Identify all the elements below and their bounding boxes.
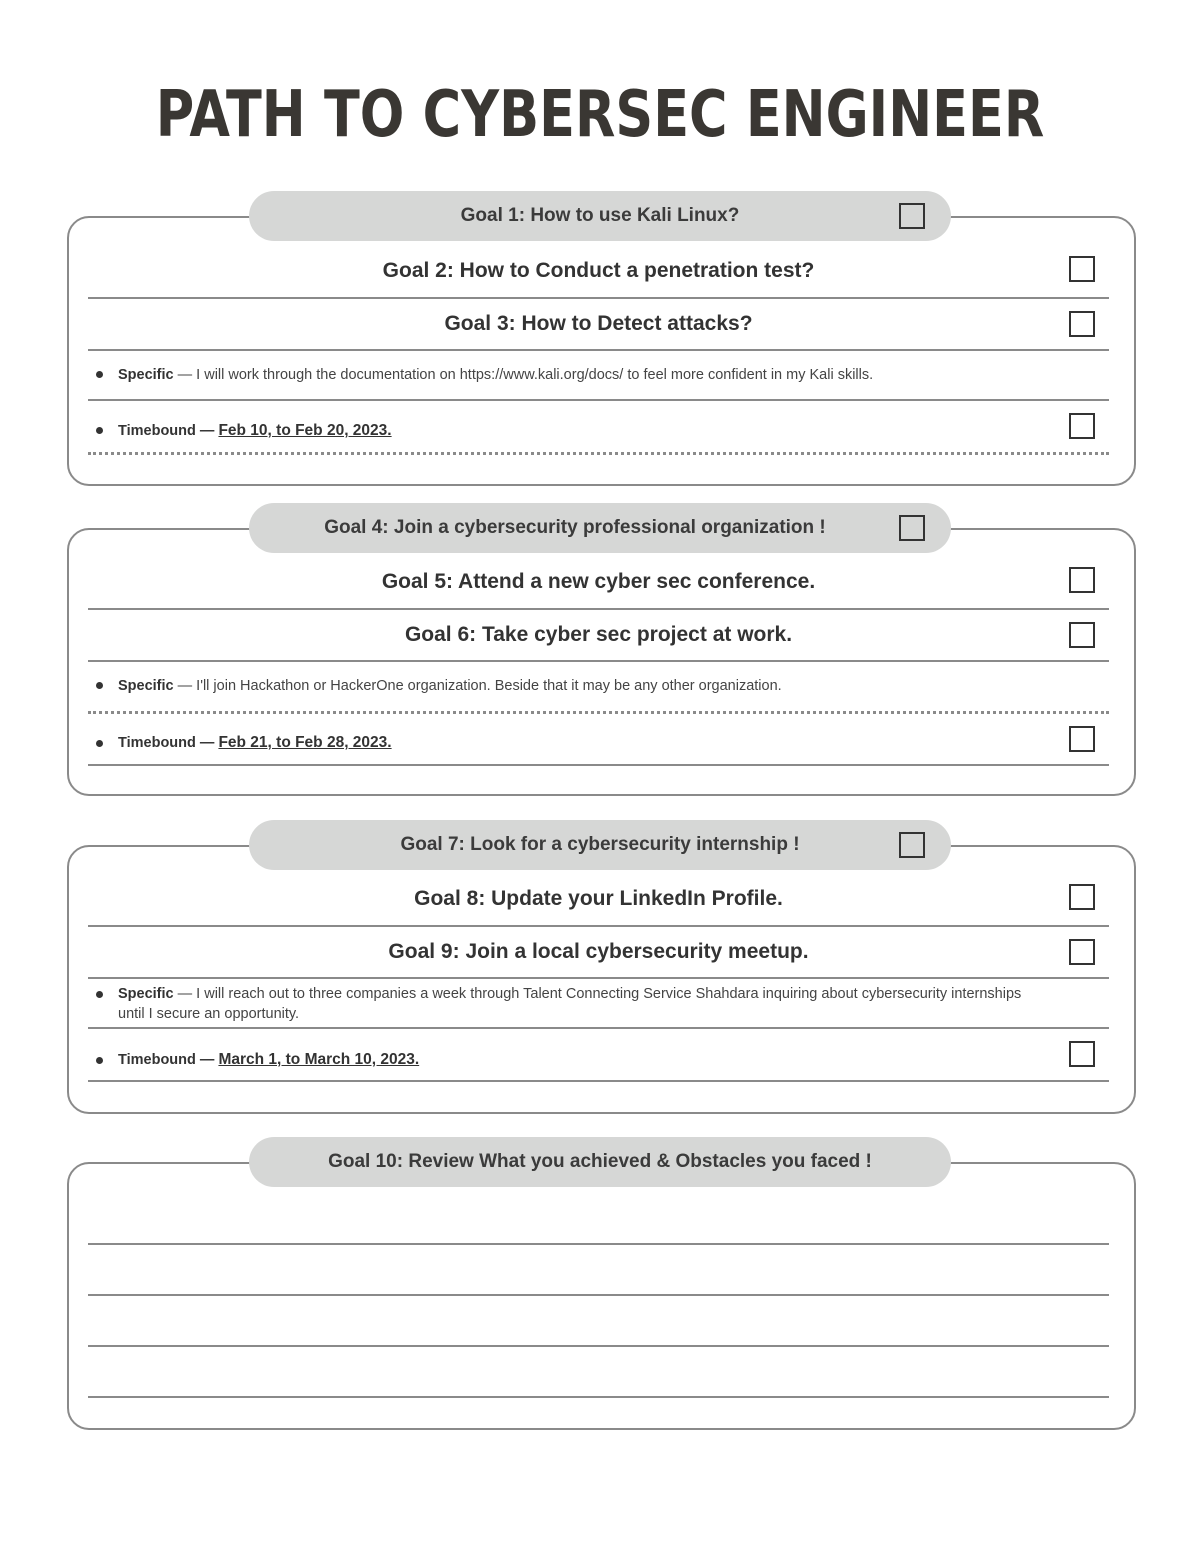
- goal-8-label: Goal 8: Update your LinkedIn Profile.: [414, 886, 783, 910]
- section-2-header: [249, 503, 951, 553]
- timebound-label: Timebound —: [118, 735, 215, 751]
- timebound-1-checkbox[interactable]: [1069, 413, 1095, 439]
- goal-9-row: [88, 927, 1109, 979]
- specific-text: — I will reach out to three companies a week through Talent Connecting Service Shahdara inquiring about cybersecurity internships until I secure an opportunity.: [118, 986, 1022, 1022]
- writing-line[interactable]: [88, 1345, 1109, 1347]
- timebound-row-1: [88, 401, 1109, 455]
- timebound-2-checkbox[interactable]: [1069, 726, 1095, 752]
- section-2-header-label: Goal 4: Join a cybersecurity professional organization !: [324, 517, 826, 538]
- bullet-icon: [96, 371, 103, 378]
- section-4-header: [249, 1137, 951, 1187]
- specific-text: — I will work through the documentation on https://www.kali.org/docs/ to feel more confident in my Kali skills.: [173, 367, 874, 383]
- goal-2-row: [88, 244, 1109, 299]
- goal-8-checkbox[interactable]: [1069, 884, 1095, 910]
- page-title: PATH TO CYBERSEC ENGINEER: [155, 78, 1045, 152]
- section-1-header-label: Goal 1: How to use Kali Linux?: [460, 205, 740, 226]
- goal-1-checkbox[interactable]: [899, 203, 925, 229]
- bullet-icon: [96, 682, 103, 689]
- timebound-date: March 1, to March 10, 2023.: [218, 1051, 420, 1068]
- goal-5-label: Goal 5: Attend a new cyber sec conference.: [381, 569, 816, 593]
- timebound-row-3: [88, 1029, 1109, 1082]
- goal-8-row: [88, 872, 1109, 927]
- goal-5-row: [88, 555, 1109, 610]
- specific-text: — I'll join Hackathon or HackerOne organization. Beside that it may be any other organization.: [173, 678, 782, 694]
- goal-2-label: Goal 2: How to Conduct a penetration test?: [382, 258, 815, 282]
- section-3-header-label: Goal 7: Look for a cybersecurity internship !: [400, 834, 800, 855]
- goal-6-checkbox[interactable]: [1069, 622, 1095, 648]
- goal-6-row: [88, 610, 1109, 662]
- writing-line[interactable]: [88, 1396, 1109, 1398]
- timebound-date: Feb 21, to Feb 28, 2023.: [218, 734, 392, 751]
- timebound-label: Timebound —: [118, 1052, 215, 1068]
- goal-6-label: Goal 6: Take cyber sec project at work.: [404, 623, 793, 646]
- goal-3-label: Goal 3: How to Detect attacks?: [444, 312, 753, 335]
- bullet-icon: [96, 740, 103, 747]
- goal-7-checkbox[interactable]: [899, 832, 925, 858]
- bullet-icon: [96, 427, 103, 434]
- specific-row-3: [88, 979, 1109, 1029]
- goal-9-checkbox[interactable]: [1069, 939, 1095, 965]
- bullet-icon: [96, 991, 103, 998]
- section-1-header: [249, 191, 951, 241]
- goal-4-checkbox[interactable]: [899, 515, 925, 541]
- specific-label: Specific: [118, 678, 174, 694]
- specific-row-2: [88, 662, 1109, 714]
- goal-section-4: [67, 1162, 1136, 1430]
- goal-3-row: [88, 299, 1109, 351]
- timebound-row-2: [88, 714, 1109, 766]
- writing-line[interactable]: [88, 1243, 1109, 1245]
- timebound-date: Feb 10, to Feb 20, 2023.: [218, 422, 392, 439]
- timebound-3-checkbox[interactable]: [1069, 1041, 1095, 1067]
- section-4-header-label: Goal 10: Review What you achieved & Obstacles you faced !: [328, 1151, 872, 1172]
- goal-5-checkbox[interactable]: [1069, 567, 1095, 593]
- goal-3-checkbox[interactable]: [1069, 311, 1095, 337]
- specific-label: Specific: [118, 986, 174, 1002]
- goal-9-label: Goal 9: Join a local cybersecurity meetup.: [388, 940, 809, 963]
- goal-2-checkbox[interactable]: [1069, 256, 1095, 282]
- specific-label: Specific: [118, 367, 174, 383]
- section-3-header: [249, 820, 951, 870]
- writing-line[interactable]: [88, 1294, 1109, 1296]
- specific-row-1: [88, 351, 1109, 401]
- timebound-label: Timebound —: [118, 423, 215, 439]
- bullet-icon: [96, 1057, 103, 1064]
